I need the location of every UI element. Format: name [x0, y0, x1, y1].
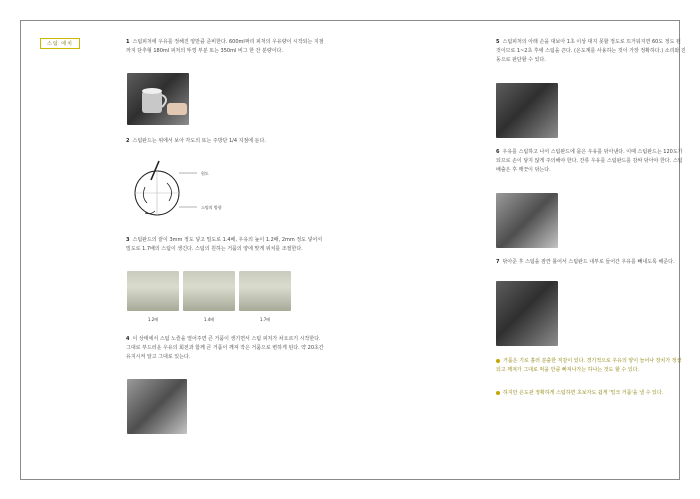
- step-text: 스팀완드의 끝이 3mm 정도 넣고 밀도로 1.4배, 우유의 높이 1.2배, 2mm 정도 넣어서 밀도로 1.7배의 스팀이 생긴다. 스팀의 원하는 거품의 양에 맞게 위치를 조절한다.: [126, 237, 323, 252]
- note-1: [496, 357, 686, 375]
- steaming-photo: [127, 379, 187, 434]
- temperature-photo: [496, 83, 558, 138]
- step-number: 6: [496, 149, 500, 155]
- pitcher-photo: [127, 73, 189, 125]
- step-number: 1: [126, 39, 130, 45]
- step-number: 7: [496, 259, 500, 265]
- step-3: [126, 236, 326, 254]
- step-5: [496, 38, 686, 65]
- diagram-label-bottom: 스팀의 방향: [201, 205, 222, 210]
- step-number: 4: [126, 336, 130, 342]
- page-frame: [20, 20, 680, 480]
- bullet-icon: [496, 359, 500, 363]
- note-2: [496, 389, 686, 398]
- foam-photo-3: [239, 271, 291, 311]
- wipe-wand-photo: [496, 193, 558, 248]
- step-7: [496, 258, 686, 267]
- step-2: [126, 137, 326, 146]
- foam-photo-2: [183, 271, 235, 311]
- step-text: 우유를 스팀하고 나서 스팀완드에 묻은 우유를 닦아낸다. 이때 스팀완드는 120도가 되므로 손이 닿지 않게 주의해야 한다. 잔류 우유를 스팀완드를 감싸 닦아야 한다. 스팀 배출은 후 깨끗이 닦는다.: [496, 149, 683, 173]
- section-label: 스팀 에치: [40, 38, 80, 49]
- step-text: 스팀완드는 위에서 보아 각도의 또는 주방단 1/4 지점에 둔다.: [132, 138, 266, 144]
- foam-caption-2: 1.4배: [203, 317, 215, 322]
- bullet-icon: [496, 391, 500, 395]
- step-1: [126, 38, 326, 56]
- step-text: 스팀피처의 아래 손을 대보아 1초 이상 대지 못할 정도로 뜨거워지면 60도 정도 된 것이므로 1~2초 후에 스팀을 끈다. (온도계를 사용하는 것이 가장 정확하다.) 소리와 진동으로 판단할 수 있다.: [496, 39, 686, 63]
- note-text: 하지만 온도관 정확하게 스팀하면 초보자도 쉽게 '밀크 거품'을 낼 수 있다.: [503, 390, 664, 396]
- step-6: [496, 148, 686, 175]
- foam-photo-1: [127, 271, 179, 311]
- step-number: 3: [126, 237, 130, 243]
- step-text: 닦아준 후 스팀을 잠깐 틀어서 스팀완드 내부로 들어간 우유를 빼내도록 해준다.: [502, 259, 675, 265]
- note-text: 거품은 기로 흘러 분출한 직감이 있다. 경기적으로 우유의 양이 늘어나 장치가 정상되고 깨져가 그대로 먹을 만큼 빠져나가는 하나는 것도 할 수 있다.: [496, 358, 682, 373]
- foam-caption-1: 1.2배: [147, 317, 159, 322]
- pitcher-illustration: [127, 73, 189, 125]
- step-number: 5: [496, 39, 500, 45]
- diagram-label-top: 원도: [201, 171, 209, 176]
- step-text: 스팀피처에 우유를 정해진 양만큼 준비한다. 600ml짜리 피처의 우유량이 시작되는 지점까지 단추형 180ml 피처의 뚜껑 부분 또는 350ml 비그 한 잔 분량이다.: [126, 39, 324, 54]
- purge-steam-photo: [496, 281, 558, 346]
- step-number: 2: [126, 138, 130, 144]
- foam-caption-3: 1.7배: [259, 317, 271, 322]
- wand-position-diagram: [127, 153, 247, 233]
- step-text: 이 상태에서 스팀 노즐을 열어주면 큰 거품이 생기면서 스팀 피처가 차오르기 시작한다. 그대로 부드러운 우유의 회전과 함께 큰 거품이 깨져 작은 거품으로 변하게 된다. 약 20초간 유지시켜 알고 그대로 있는다.: [126, 336, 324, 360]
- step-4: [126, 335, 326, 362]
